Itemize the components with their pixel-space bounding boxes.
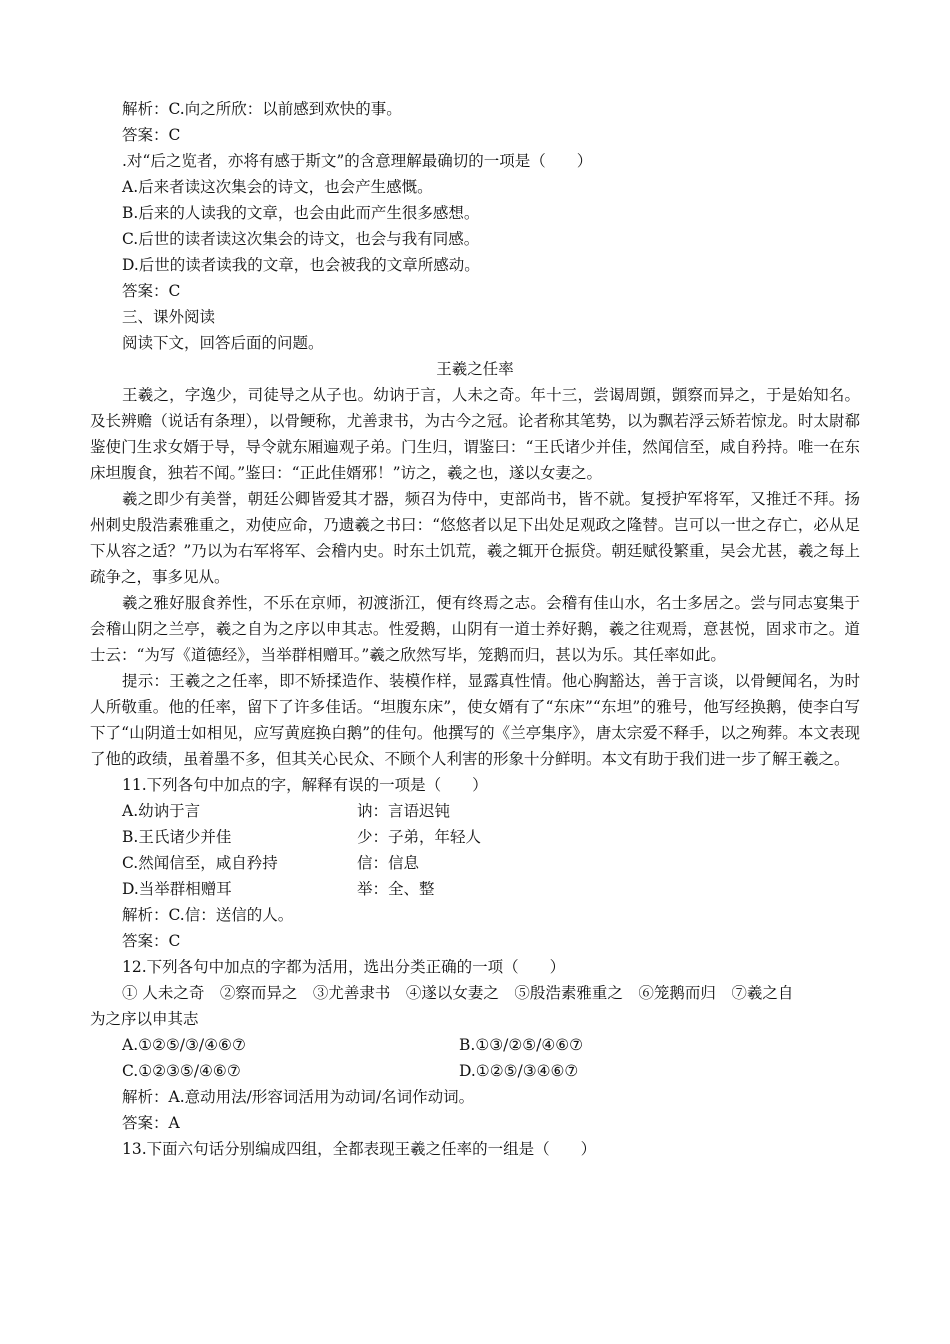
q12-items: ① 人未之奇 ②察而异之 ③尤善隶书 ④遂以女妻之 ⑤殷浩素雅重之 ⑥笼鹅而归 ⑦羲之自 xyxy=(122,984,794,1002)
passage-paragraph-3: 羲之雅好服食养性，不乐在京师，初渡浙江，便有终焉之志。会稽有佳山水，名士多居之。尝与同志宴集于会稽山阴之兰亭，羲之自为之序以申其志。性爱鹅，山阴有一道士养好鹅，羲之往观焉，意甚悦，固求市之。道士云：“为写《道德经》，当举群相赠耳。”羲之欣然写毕，笼鹅而归，甚以为乐。其任率如此。 xyxy=(90,594,860,664)
q11-sentence: B.王氏诸少并佳 xyxy=(122,828,232,846)
q11-option-d xyxy=(90,876,860,902)
q12-stem: 12.下列各句中加点的字都为活用，选出分类正确的一项（ ） xyxy=(122,958,566,976)
section-heading: 三、课外阅读 xyxy=(122,308,216,326)
hint-paragraph: 提示：王羲之之任率，即不矫揉造作、装模作样，显露真性情。他心胸豁达，善于言谈，以骨鲠闻名，为时人所敬重。他的任率，留下了许多佳话。“坦腹东床”，使女婿有了“东床”“东坦”的雅号，他写经换鹅，使李白写下了“山阴道士如相见，应写黄庭换白鹅”的佳句。他撰写的《兰亭集序》，唐太宗爱不释手，以之殉葬。本文表现了他的政绩，虽着墨不多，但其关心民众、不顾个人利害的形象十分鲜明。本文有助于我们进一步了解王羲之。 xyxy=(90,672,860,768)
q11-answer: 答案：C xyxy=(122,932,181,950)
q11-stem: 11.下列各句中加点的字，解释有误的一项是（ ） xyxy=(122,776,488,794)
question-stem: .对“后之览者，亦将有感于斯文”的含意理解最确切的一项是（ ） xyxy=(122,152,593,170)
q12-items-continued: 为之序以申其志 xyxy=(90,1010,199,1028)
q11-gloss: 信：信息 xyxy=(357,854,420,872)
q11-sentence: D.当举群相赠耳 xyxy=(122,880,232,898)
q12-option-a: A.①②⑤/③/④⑥⑦ xyxy=(122,1036,246,1054)
reading-instruction: 阅读下文，回答后面的问题。 xyxy=(122,334,324,352)
passage-paragraph-1: 王羲之，字逸少，司徒导之从子也。幼讷于言，人未之奇。年十三，尝谒周顗，顗察而异之，于是始知名。及长辨赡（说话有条理），以骨鲠称，尤善隶书，为古今之冠。论者称其笔势，以为飘若浮云矫若惊龙。时太尉郗鉴使门生求女婿于导，导令就东厢遍观子弟。门生归，谓鉴曰：“王氏诸少并佳，然闻信至，咸自矜持。唯一在东床坦腹食，独若不闻。”鉴曰：“正此佳婿邪！”访之，羲之也，遂以女妻之。 xyxy=(90,386,860,482)
q11-sentence: C.然闻信至，咸自矜持 xyxy=(122,854,278,872)
analysis-line: 解析：C.向之所欣：以前感到欢快的事。 xyxy=(122,100,402,118)
q11-option-b xyxy=(90,824,860,850)
option-c: C.后世的读者读这次集会的诗文，也会与我有同感。 xyxy=(122,230,480,248)
answer-line: 答案：C xyxy=(122,282,181,300)
q12-options-row-2 xyxy=(90,1058,860,1084)
q13-stem: 13.下面六句话分别编成四组，全都表现王羲之任率的一组是（ ） xyxy=(122,1140,597,1158)
q11-gloss: 少：子弟，年轻人 xyxy=(357,828,482,846)
option-d: D.后世的读者读我的文章，也会被我的文章所感动。 xyxy=(122,256,480,274)
option-a: A.后来者读这次集会的诗文，也会产生感慨。 xyxy=(122,178,433,196)
q12-answer: 答案：A xyxy=(122,1114,180,1132)
q12-options-row-1 xyxy=(90,1032,860,1058)
q11-option-a xyxy=(90,798,860,824)
q12-option-c: C.①②③⑤/④⑥⑦ xyxy=(122,1062,241,1080)
q11-gloss: 讷：言语迟钝 xyxy=(357,802,451,820)
q12-option-b: B.①③/②⑤/④⑥⑦ xyxy=(459,1036,584,1054)
answer-line: 答案：C xyxy=(122,126,181,144)
q11-gloss: 举：全、整 xyxy=(357,880,435,898)
option-b: B.后来的人读我的文章，也会由此而产生很多感想。 xyxy=(122,204,480,222)
q11-analysis: 解析：C.信：送信的人。 xyxy=(122,906,294,924)
passage-paragraph-2: 羲之即少有美誉，朝廷公卿皆爱其才器，频召为侍中，吏部尚书，皆不就。复授护军将军，又推迁不拜。扬州刺史殷浩素雅重之，劝使应命，乃遗羲之书曰：“悠悠者以足下出处足观政之隆替。岂可以一世之存亡，必从足下从容之适？”乃以为右军将军、会稽内史。时东土饥荒，羲之辄开仓振贷。朝廷赋役繁重，吴会尤甚，羲之每上疏争之，事多见从。 xyxy=(90,490,860,586)
q11-option-c xyxy=(90,850,860,876)
q12-analysis: 解析：A.意动用法/形容词活用为动词/名词作动词。 xyxy=(122,1088,475,1106)
q11-sentence: A.幼讷于言 xyxy=(122,802,201,820)
passage-title: 王羲之任率 xyxy=(436,360,514,378)
q12-option-d: D.①②⑤/③④⑥⑦ xyxy=(459,1062,579,1080)
